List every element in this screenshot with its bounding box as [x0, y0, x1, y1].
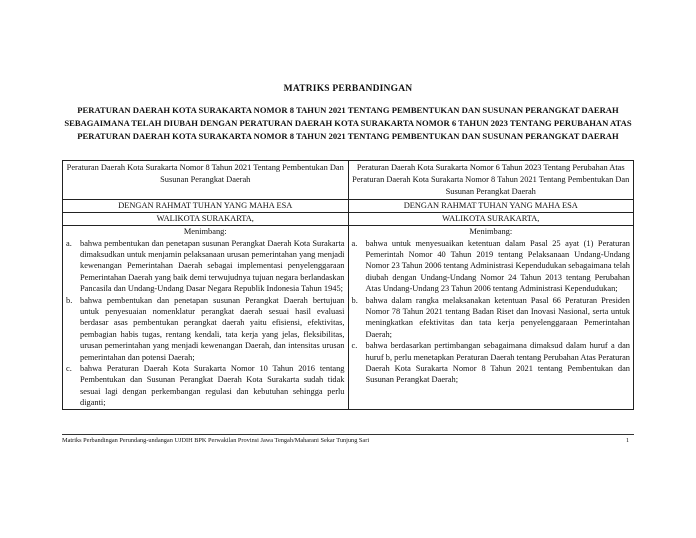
list-marker: a.	[351, 238, 358, 248]
list-item-text: bahwa Peraturan Daerah Kota Surakarta Nomor 10 Tahun 2016 tentang Pembentukan dan Susunan Perangkat Daerah Kota Surakarta sudah tidak sesuai lagi dengan perkembangan regulasi dan kebutuhan sehingga perlu diganti;	[80, 363, 345, 408]
left-column-header: Peraturan Daerah Kota Surakarta Nomor 8 Tahun 2021 Tentang Pembentukan Dan Susunan Perangkat Daerah	[63, 161, 349, 200]
list-item-text: bahwa untuk menyesuaikan ketentuan dalam Pasal 25 ayat (1) Peraturan Pemerintah Nomor 40 Tahun 2019 tentang Pelaksanaan Undang-Undang Nomor 23 Tahun 2006 tentang Administrasi Kependudukan sebagaimana telah diubah dengan Undang-Undang Nomor 24 Tahun 2013 tentang Perubahan Atas Undang-Undang 23 Tahun 2006 tentang Administrasi Kependudukan;	[365, 238, 630, 294]
table-header-row	[63, 161, 634, 200]
list-marker: a.	[66, 238, 72, 248]
list-marker: b.	[351, 295, 358, 305]
page-number: 1	[626, 437, 630, 444]
right-considerations-list	[352, 238, 631, 386]
list-marker: c.	[66, 363, 72, 373]
rahmat-row	[63, 200, 634, 213]
walikota-row	[63, 213, 634, 226]
left-menimbang-label: Menimbang:	[183, 227, 227, 236]
list-item	[66, 238, 345, 295]
footer-divider	[62, 434, 634, 435]
left-walikota: WALIKOTA SURAKARTA,	[63, 213, 349, 226]
menimbang-row	[63, 226, 634, 410]
list-marker: b.	[66, 295, 73, 305]
list-item	[66, 363, 345, 409]
list-marker: c.	[351, 341, 358, 351]
right-menimbang-cell	[348, 226, 634, 410]
left-considerations-list	[66, 238, 345, 409]
document-subtitle: PERATURAN DAERAH KOTA SURAKARTA NOMOR 8 TAHUN 2021 TENTANG PEMBENTUKAN DAN SUSUNAN PERANGKAT DAERAH SEBAGAIMANA TELAH DIUBAH DENGAN PERATURAN DAERAH KOTA SURAKARTA NOMOR 6 TAHUN 2023 TENTANG PERUBAHAN ATAS PERATURAN DAERAH KOTA SURAKARTA NOMOR 8 TAHUN 2021 TENTANG PEMBENTUKAN DAN SUSUNAN PERANGKAT DAERAH	[64, 105, 632, 142]
right-column-header: Peraturan Daerah Kota Surakarta Nomor 6 Tahun 2023 Tentang Perubahan Atas Peraturan Daerah Kota Surakarta Nomor 8 Tahun 2021 Tentang Pembentukan Dan Susunan Perangkat Daerah	[348, 161, 634, 200]
list-item	[352, 238, 631, 295]
comparison-table	[62, 160, 634, 410]
left-rahmat: DENGAN RAHMAT TUHAN YANG MAHA ESA	[63, 200, 349, 213]
list-item	[352, 295, 631, 341]
document-title: MATRIKS PERBANDINGAN	[283, 84, 413, 94]
list-item-text: bahwa pembentukan dan penetapan susunan Perangkat Daerah bertujuan untuk penyesuaian nomenklatur perangkat daerah sesuai hasil evaluasi berdasar asas pembentukan perangkat daerah yaitu efisiensi, efektivitas, pembagian habis tugas, rentang kendali, tata kerja yang jelas, fleksibilitas, urusan pemerintahan yang menjadi kewenangan Daerah, dan intensitas urusan pemerintahan dan potensi Daerah;	[80, 295, 345, 362]
list-item-text: bahwa pembentukan dan penetapan susunan Perangkat Daerah Kota Surakarta dimaksudkan untuk menjamin pelaksanaan urusan pemerintahan yang menjadi kewenangan Pemerintahan Daerah sebagai implementasi penyelenggaraan Pemerintahan Daerah yang baik demi terwujudnya tujuan negara berlandaskan Pancasila dan Undang-Undang Dasar Negara Republik Indonesia Tahun 1945;	[80, 238, 345, 294]
footer-text: Matriks Perbandingan Perundang-undangan UJDIH BPK Perwakilan Provinsi Jawa Tengah/Maharani Sekar Tunjung Sari	[62, 437, 370, 444]
right-menimbang-label: Menimbang:	[469, 227, 513, 236]
list-item	[352, 340, 631, 386]
list-item	[66, 295, 345, 363]
left-menimbang-cell	[63, 226, 349, 410]
right-rahmat: DENGAN RAHMAT TUHAN YANG MAHA ESA	[348, 200, 634, 213]
right-walikota: WALIKOTA SURAKARTA,	[348, 213, 634, 226]
list-item-text: bahwa dalam rangka melaksanakan ketentuan Pasal 66 Peraturan Presiden Nomor 78 Tahun 2021 tentang Badan Riset dan Inovasi Nasional, serta untuk meningkatkan efektivitas dan tata kerja penyelenggaraan Pemerintahan Daerah;	[365, 295, 630, 339]
list-item-text: bahwa berdasarkan pertimbangan sebagaimana dimaksud dalam huruf a dan huruf b, perlu menetapkan Peraturan Daerah tentang Perubahan Atas Peraturan Daerah Kota Surakarta Nomor 8 Tahun 2021 tentang Pembentukan dan Susunan Perangkat Daerah;	[365, 341, 630, 385]
